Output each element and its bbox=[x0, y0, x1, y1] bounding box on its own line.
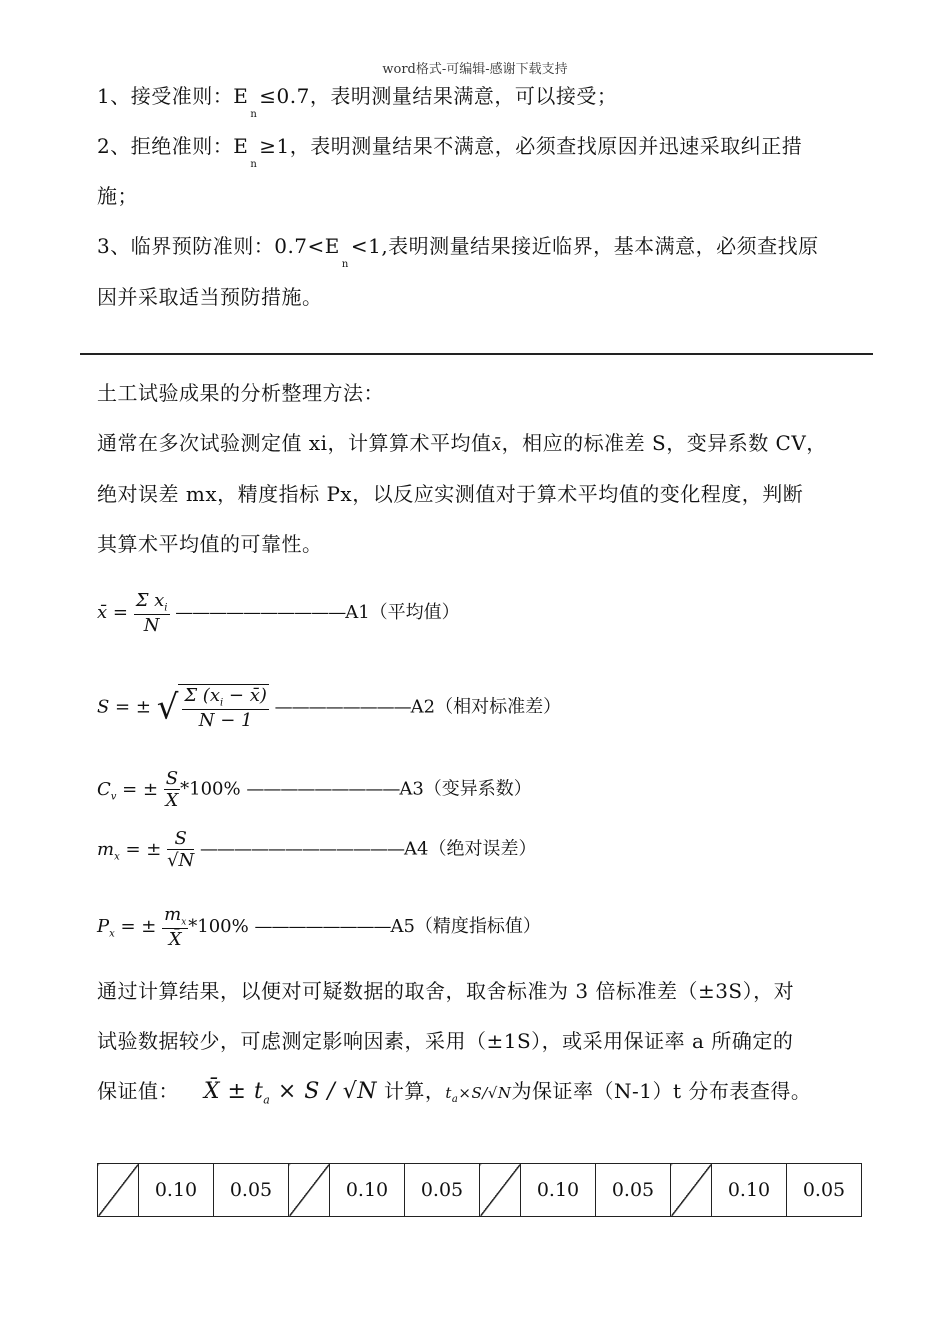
closing-p3b: 计算， bbox=[383, 1079, 446, 1103]
table-cell: 0.05 bbox=[787, 1164, 862, 1217]
section-title: 土工试验成果的分析整理方法： bbox=[97, 381, 384, 405]
criteria-reject-label: 2、拒绝准则：E bbox=[97, 134, 249, 158]
section-paragraph-line1 bbox=[97, 427, 827, 456]
section-p1a: 通常在多次试验测定值 xi，计算算术平均值 bbox=[97, 431, 492, 455]
closing-p3a: 保证值： bbox=[97, 1079, 179, 1103]
formula-a3 bbox=[97, 768, 532, 811]
criteria-critical-cont: 因并采取适当预防措施。 bbox=[97, 285, 323, 309]
formula-a4-fraction: $\frac{S}{√N}$ bbox=[167, 828, 195, 871]
formula-a5-label: A5（精度指标值） bbox=[390, 915, 541, 937]
formula-a2-fraction: $\frac{\Sigma (x_i - x̄)}{N - 1}$ bbox=[178, 684, 269, 731]
criteria-accept-text: ≤0.7，表明测量结果满意，可以接受； bbox=[259, 84, 618, 108]
criteria-critical-text: <1,表明测量结果接近临界，基本满意，必须查找原 bbox=[350, 234, 819, 258]
table-cell: 0.10 bbox=[139, 1164, 214, 1217]
formula-a5 bbox=[97, 904, 541, 950]
formula-a3-dashes: ————————— bbox=[246, 778, 400, 800]
criteria-critical-sub: n bbox=[341, 259, 349, 270]
formula-a4-lhs: $m_x$ = ± bbox=[97, 838, 162, 863]
page-header: word格式-可编辑-感谢下载支持 bbox=[382, 62, 568, 77]
t-distribution-table bbox=[97, 1163, 862, 1217]
diagonal-header-cell bbox=[289, 1164, 330, 1217]
diagonal-header-cell bbox=[98, 1164, 139, 1217]
formula-a1 bbox=[97, 590, 460, 636]
formula-a3-label: A3（变异系数） bbox=[399, 778, 532, 800]
formula-a1-label: A1（平均值） bbox=[345, 601, 460, 623]
criteria-critical bbox=[97, 230, 819, 270]
closing-line1: 通过计算结果，以便对可疑数据的取舍，取舍标准为 3 倍标准差（±3S），对 bbox=[97, 979, 795, 1003]
formula-a3-fraction: $\frac{S}{X}$ bbox=[165, 768, 179, 811]
diagonal-header-cell bbox=[480, 1164, 521, 1217]
diagonal-header-cell bbox=[671, 1164, 712, 1217]
table-cell: 0.10 bbox=[330, 1164, 405, 1217]
section-p1b: ，相应的标准差 S，变异系数 CV， bbox=[501, 431, 827, 455]
criteria-reject-sub: n bbox=[250, 159, 258, 170]
closing-line3 bbox=[97, 1075, 811, 1106]
formula-a4 bbox=[97, 828, 536, 871]
table-cell: 0.10 bbox=[712, 1164, 787, 1217]
table-cell: 0.10 bbox=[521, 1164, 596, 1217]
formula-a2-lhs: S = ± bbox=[97, 696, 151, 718]
formula-a5-dashes: ———————— bbox=[254, 915, 391, 937]
formula-a5-lhs: $P_x$ = ± bbox=[97, 915, 157, 940]
table-cell: 0.05 bbox=[405, 1164, 480, 1217]
formula-a2-label: A2（相对标准差） bbox=[410, 696, 562, 718]
closing-line2: 试验数据较少，可虑测定影响因素，采用（±1S），或采用保证率 a 所确定的 bbox=[97, 1029, 794, 1053]
table-row bbox=[98, 1164, 862, 1217]
section-paragraph-line2: 绝对误差 mx，精度指标 Px，以反应实测值对于算术平均值的变化程度，判断 bbox=[97, 482, 804, 506]
formula-a1-lhs: x̄ = bbox=[97, 601, 134, 623]
criteria-reject-cont: 施； bbox=[97, 184, 138, 208]
formula-a1-fraction: $\frac{\Sigma x_i}{N}$ bbox=[135, 590, 168, 636]
formula-a1-dashes: —————————— bbox=[175, 601, 346, 623]
section-paragraph-line3: 其算术平均值的可靠性。 bbox=[97, 532, 323, 556]
formula-a2 bbox=[97, 684, 561, 731]
criteria-accept bbox=[97, 80, 618, 120]
section-divider bbox=[80, 353, 873, 355]
formula-a3-percent: *100% bbox=[180, 778, 241, 800]
formula-a5-fraction: $\frac{m_x}{X̄}$ bbox=[164, 904, 187, 950]
mean-symbol: x̄ bbox=[491, 435, 502, 455]
criteria-reject-text: ≥1，表明测量结果不满意，必须查找原因并迅速采取纠正措 bbox=[259, 134, 803, 158]
criteria-accept-sub: n bbox=[250, 109, 258, 120]
formula-a5-percent: *100% bbox=[188, 915, 249, 937]
formula-a2-dashes: ———————— bbox=[274, 696, 411, 718]
criteria-reject bbox=[97, 130, 803, 170]
formula-a3-lhs: $C_v$ = ± bbox=[97, 778, 159, 803]
closing-p3c: 为保证率（N-1）t 分布表查得。 bbox=[511, 1079, 812, 1103]
sqrt-icon: √ bbox=[156, 687, 179, 728]
guarantee-term: $t_a\times S/√N$ bbox=[445, 1084, 512, 1105]
criteria-accept-label: 1、接受准则：E bbox=[97, 84, 249, 108]
formula-a4-label: A4（绝对误差） bbox=[404, 838, 537, 860]
criteria-critical-label: 3、临界预防准则：0.7<E bbox=[97, 234, 340, 258]
formula-a4-dashes: ———————————— bbox=[200, 838, 405, 860]
table-cell: 0.05 bbox=[214, 1164, 289, 1217]
guarantee-formula: X̄ ± $t_a \times S / √N$ bbox=[203, 1079, 378, 1107]
table-cell: 0.05 bbox=[596, 1164, 671, 1217]
